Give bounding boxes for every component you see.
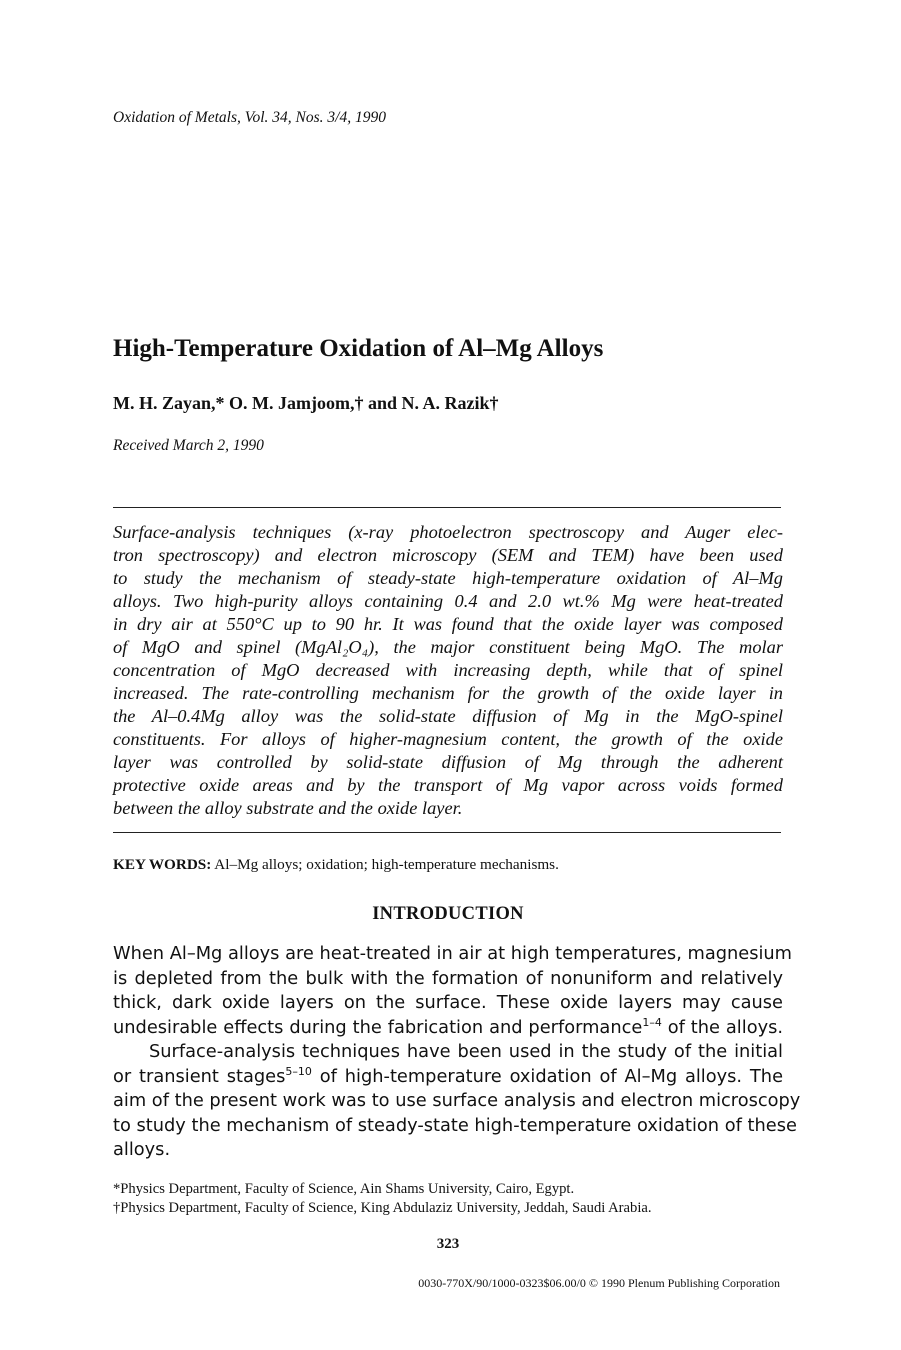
abstract-line: the Al–0.4Mg alloy was the solid-state diffusion of Mg in the MgO-spinel [113, 706, 783, 726]
body-line: thick, dark oxide layers on the surface. These oxide layers may cause [113, 992, 783, 1013]
abstract-line: of MgO and spinel (MgAl₂O₄), the major constituent being MgO. The molar [113, 637, 783, 657]
body-line: undesirable effects during the fabrication and performance$^{1-4}$ of the alloys. [113, 1015, 784, 1038]
footnote-ain-shams: *Physics Department, Faculty of Science, Ain Shams University, Cairo, Egypt. [113, 1181, 575, 1197]
body-line: to study the mechanism of steady-state high-temperature oxidation of these [113, 1114, 797, 1136]
abstract-line: layer was controlled by solid-state diffusion of Mg through the adherent [113, 752, 783, 772]
received-date: Received March 2, 1990 [113, 437, 264, 454]
abstract-line: alloys. Two high-purity alloys containing 0.4 and 2.0 wt.% Mg were heat-treated [113, 591, 783, 611]
body-line: is depleted from the bulk with the formation of nonuniform and relatively [113, 967, 783, 989]
abstract-line: between the alloy substrate and the oxide layer. [113, 798, 463, 818]
author-list: M. H. Zayan,* O. M. Jamjoom,† and N. A. Razik† [113, 393, 499, 413]
body-line: aim of the present work was to use surface analysis and electron microscopy [113, 1090, 801, 1111]
abstract-line: to study the mechanism of steady-state high-temperature oxidation of Al–Mg [113, 568, 783, 588]
body-line: or transient stages$^{5-10}$ of high-temperature oxidation of Al–Mg alloys. The [113, 1064, 784, 1087]
keywords-text: Al–Mg alloys; oxidation; high-temperature mechanisms. [214, 856, 559, 873]
abstract-top-rule [113, 507, 781, 508]
abstract-line: concentration of MgO decreased with increasing depth, while that of spinel [113, 660, 783, 680]
article-title: High-Temperature Oxidation of Al–Mg Alloys [113, 335, 604, 362]
abstract-line: tron spectroscopy) and electron microscopy (SEM and TEM) have been used [113, 545, 783, 565]
abstract-line: in dry air at 550°C up to 90 hr. It was found that the oxide layer was composed [113, 614, 783, 634]
citation-ref: 1–4 [642, 1015, 662, 1029]
abstract-bottom-rule [113, 832, 781, 833]
abstract [113, 521, 783, 820]
copyright-line: 0030-770X/90/1000-0323$06.00/0 © 1990 Plenum Publishing Corporation [418, 1276, 780, 1290]
footnote-king-abdulaziz: †Physics Department, Faculty of Science, King Abdulaziz University, Jeddah, Saudi Arabia. [113, 1200, 652, 1216]
page-number: 323 [436, 1236, 460, 1252]
keywords-label: KEY WORDS: [113, 856, 212, 873]
keywords [113, 856, 559, 874]
body-line: alloys. [113, 1139, 171, 1160]
body-line: When Al–Mg alloys are heat-treated in air at high temperatures, magnesium [113, 943, 793, 964]
abstract-line: protective oxide areas and by the transport of Mg vapor across voids formed [113, 775, 783, 795]
introduction-body [113, 942, 801, 1163]
abstract-line: constituents. For alloys of higher-magnesium content, the growth of the oxide [113, 729, 783, 749]
section-heading: INTRODUCTION [372, 904, 524, 924]
body-line: Surface-analysis techniques have been used in the study of the initial [149, 1041, 783, 1062]
journal-citation: Oxidation of Metals, Vol. 34, Nos. 3/4, 1990 [113, 109, 386, 126]
abstract-line: increased. The rate-controlling mechanism for the growth of the oxide layer in [113, 683, 783, 703]
abstract-line: Surface-analysis techniques (x-ray photoelectron spectroscopy and Auger elec- [113, 522, 783, 542]
citation-ref: 5–10 [285, 1064, 312, 1078]
